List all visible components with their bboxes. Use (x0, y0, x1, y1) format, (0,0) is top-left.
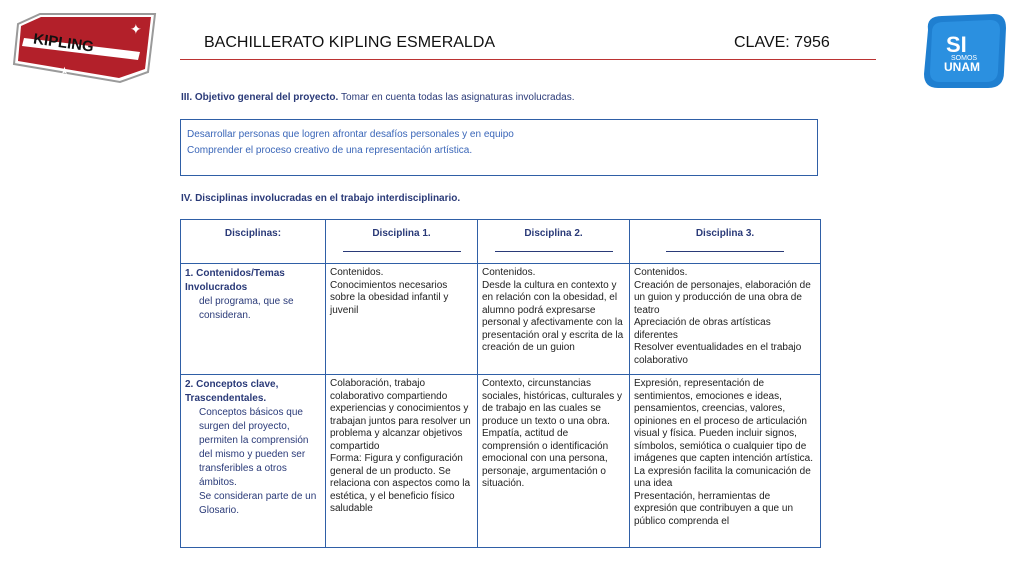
objective-box (180, 119, 818, 176)
row-2-heading: 2. Conceptos clave, Trascendentales. Conceptos básicos que surgen del proyecto, permiten la comprensión del mismo y pueden ser transferibles a otros ámbitos. Se consideran parte de un Glosario. (181, 375, 326, 548)
school-clave: CLAVE: 7956 (734, 34, 830, 51)
header-divider (180, 59, 876, 60)
svg-text:SI: SI (946, 32, 967, 57)
header-disciplinas: Disciplinas: (181, 220, 326, 264)
objective-line: Desarrollar personas que logren afrontar desafíos personales y en equipo (187, 129, 514, 140)
table-cell: Expresión, representación de sentimientos, emociones e ideas, pensamientos, creencias, valores, opiniones en el proceso de articulación visual y física. Pueden incluir signos, símbolos, semiótica o cualquier tipo de imágenes que capten intención artística. La expresión facilita la comunicación de una idea Presentación, herramientas de expresión que contribuyen a que un público comprenda el (630, 375, 821, 548)
table-cell: Contenidos. Creación de personajes, elaboración de un guion y producción de una obra de teatro Apreciación de obras artísticas diferentes Resolver eventualidades en el trabajo colaborativo (630, 264, 821, 375)
school-name: BACHILLERATO KIPLING ESMERALDA (204, 34, 496, 51)
si-somos-unam-logo (918, 10, 1010, 94)
svg-text:UNAM: UNAM (944, 60, 980, 74)
kipling-logo (10, 12, 160, 84)
table-cell: Contenidos. Desde la cultura en contexto y en relación con la obesidad, el alumno podrá expresarse personal y afectivamente con la presentación oral y escrita de la creación de un guion (478, 264, 630, 375)
svg-text:SOMOS: SOMOS (951, 55, 978, 62)
header-disciplina-3: Disciplina 3. (630, 220, 821, 264)
section-4-heading: IV. Disciplinas involucradas en el trabajo interdisciplinario. (181, 193, 461, 204)
svg-text:★: ★ (60, 66, 69, 77)
objective-line: Comprender el proceso creativo de una representación artística. (187, 145, 473, 156)
header-disciplina-1: Disciplina 1. (326, 220, 478, 264)
table-cell: Contenidos. Conocimientos necesarios sobre la obesidad infantil y juvenil (326, 264, 478, 375)
header-disciplina-2: Disciplina 2. (478, 220, 630, 264)
section-3-heading: III. Objetivo general del proyecto. Tomar en cuenta todas las asignaturas involucradas. (181, 92, 575, 103)
row-1-heading: 1. Contenidos/Temas Involucrados del programa, que se consideran. (181, 264, 326, 375)
table-row (181, 264, 821, 375)
svg-text:KIPLING: KIPLING (32, 30, 95, 56)
disciplines-table (180, 219, 821, 548)
svg-text:✦: ✦ (130, 21, 142, 37)
table-header-row (181, 220, 821, 264)
table-cell: Colaboración, trabajo colaborativo compartiendo experiencias y conocimientos y trabajan juntos para resolver un problema y alcanzar objetivos compartido Forma: Figura y configuración general de un producto. Se relaciona con aspectos como la estética, y el beneficio físico saludable (326, 375, 478, 548)
table-cell: Contexto, circunstancias sociales, históricas, culturales y de trabajo en las cuales se produce un texto o una obra. Empatía, actitud de comprensión o identificación emocional con una persona, personaje, argumentación o situación. (478, 375, 630, 548)
table-row (181, 375, 821, 548)
